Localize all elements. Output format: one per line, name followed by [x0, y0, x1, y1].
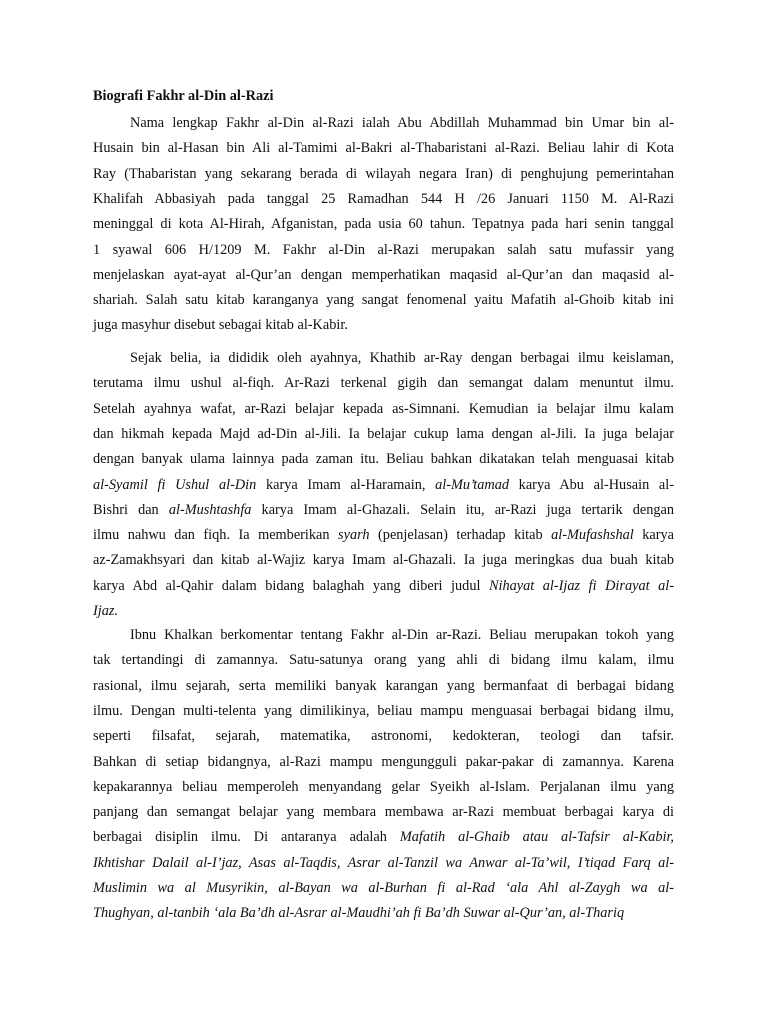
- text-line: [93, 525, 674, 545]
- italic-text: Muslimin wa al Musyrikin, al-Bayan wa al-Burhan fi al-Rad ‘ala Ahl al-Zaygh wa al-: [93, 880, 674, 896]
- text-line: [93, 701, 674, 721]
- text-line: [93, 802, 674, 822]
- text-run: tak tertandingi di zamannya. Satu-satunya orang yang ahli di bidang ilmu kalam, ilmu: [93, 652, 674, 669]
- text-run: Ray (Thabaristan yang sekarang berada di wilayah negara Iran) di penghujung pemerintahan: [93, 165, 674, 182]
- text-line: [93, 676, 674, 696]
- italic-text: Thughyan, al-tanbih ‘ala Ba’dh al-Asrar al-Maudhi’ah fi Ba’dh Suwar al-Qur’an, al-Thariq: [93, 905, 625, 922]
- text-run: 1 syawal 606 H/1209 M. Fakhr al-Din al-Razi merupakan salah satu mufassir yang: [93, 241, 674, 258]
- text-run: dengan banyak ulama lainnya pada zaman itu. Beliau bahkan dikatakan telah menguasai kitab: [93, 451, 674, 468]
- text-line: [130, 625, 674, 645]
- text-run: menjelaskan ayat-ayat al-Qur’an dengan memperhatikan maqasid al-Qur’an dan maqasid al-: [93, 266, 674, 283]
- text-run: kepakarannya beliau memperoleh menyandang gelar Syeikh al-Islam. Perjalanan ilmu yang: [93, 778, 674, 795]
- text-run: berbagai disiplin ilmu. Di antaranya adalah: [93, 829, 400, 846]
- text-line: [93, 500, 674, 520]
- text-run: karya Imam al-Haramain,: [256, 476, 436, 493]
- italic-text: Ikhtishar Dalail al-I’jaz, Asas al-Taqdis, Asrar al-Tanzil wa Anwar al-Ta’wil, I’tiqad Farq al-: [93, 854, 674, 871]
- text-run: ilmu. Dengan multi-telenta yang dimilikinya, beliau mampu menguasai berbagai bidang ilmu,: [93, 702, 674, 719]
- text-run: (penjelasan) terhadap kitab: [369, 527, 552, 544]
- text-run: meninggal di kota Al-Hirah, Afganistan, pada usia 60 tahun. Tepatnya pada hari senin tanggal: [93, 216, 674, 233]
- text-run: juga masyhur disebut sebagai kitab al-Kabir.: [93, 317, 348, 334]
- text-run: Nama lengkap Fakhr al-Din al-Razi ialah Abu Abdillah Muhammad bin Umar bin al-: [130, 115, 674, 131]
- text-line: [93, 373, 674, 393]
- text-run: rasional, ilmu sejarah, serta memiliki banyak karangan yang bermanfaat di berbagai bidang: [93, 677, 674, 694]
- text-line: [93, 449, 674, 469]
- text-line: [93, 726, 674, 746]
- text-line: [93, 475, 674, 495]
- text-run: karya Abu al-Husain al-: [509, 476, 674, 493]
- text-line: [130, 113, 674, 133]
- text-line: [93, 777, 674, 797]
- text-line: [130, 348, 674, 368]
- italic-text: Ijaz.: [93, 603, 119, 619]
- text-line: [93, 399, 674, 419]
- text-run: Sejak belia, ia dididik oleh ayahnya, Khathib ar-Ray dengan berbagai ilmu keislaman,: [130, 350, 674, 366]
- text-line: [93, 138, 674, 158]
- italic-text: syarh: [338, 527, 370, 544]
- text-run: karya Imam al-Ghazali. Selain itu, ar-Razi juga tertarik dengan: [251, 501, 675, 518]
- italic-text: al-Mu’tamad: [435, 476, 509, 493]
- text-run: Khalifah Abbasiyah pada tanggal 25 Ramadhan 544 H /26 Januari 1150 M. Al-Razi: [93, 190, 674, 207]
- text-line: [93, 315, 674, 335]
- text-line: [93, 752, 674, 772]
- text-run: karya: [633, 527, 674, 544]
- text-line: [93, 827, 674, 847]
- italic-text: al-Syamil fi Ushul al-Din: [93, 476, 257, 493]
- italic-text: Mafatih al-Ghaib atau al-Tafsir al-Kabir,: [399, 829, 675, 846]
- italic-text: Nihayat al-Ijaz fi Dirayat al-: [488, 577, 674, 594]
- document-title: Biografi Fakhr al-Din al-Razi: [93, 88, 274, 104]
- text-line: [93, 601, 674, 621]
- text-line: [93, 878, 674, 898]
- text-run: ilmu nahwu dan fiqh. Ia memberikan: [93, 527, 339, 544]
- text-run: seperti filsafat, sejarah, matematika, astronomi, kedokteran, teologi dan tafsir.: [93, 728, 674, 745]
- text-run: Bishri dan: [93, 501, 169, 518]
- text-run: panjang dan semangat belajar yang membara membawa ar-Razi membuat berbagai karya di: [93, 804, 674, 821]
- text-run: Setelah ayahnya wafat, ar-Razi belajar kepada as-Simnani. Kemudian ia belajar ilmu kalam: [93, 400, 674, 417]
- text-line: [93, 265, 674, 285]
- text-run: shariah. Salah satu kitab karanganya yang sangat fenomenal yaitu Mafatih al-Ghoib kitab ini: [93, 292, 674, 309]
- italic-text: al-Mufashshal: [551, 527, 634, 544]
- text-run: Bahkan di setiap bidangnya, al-Razi mampu mengungguli pakar-pakar di zamannya. Karena: [93, 753, 674, 770]
- text-run: Husain bin al-Hasan bin Ali al-Tamimi al-Bakri al-Thabaristani al-Razi. Beliau lahir di Kota: [93, 140, 674, 157]
- text-run: az-Zamakhsyari dan kitab al-Wajiz karya Imam al-Ghazali. Ia juga meringkas dua buah kitab: [93, 552, 674, 569]
- text-line: [93, 424, 674, 444]
- text-line: [93, 903, 674, 923]
- text-run: terutama ilmu ushul al-fiqh. Ar-Razi terkenal gigih dan semangat dalam menuntut ilmu.: [93, 375, 674, 392]
- text-line: [93, 853, 674, 873]
- text-line: [93, 576, 674, 596]
- text-line: [93, 650, 674, 670]
- text-run: karya Abd al-Qahir dalam bidang balaghah yang diberi judul: [93, 577, 489, 594]
- text-line: [93, 164, 674, 184]
- text-line: [93, 214, 674, 234]
- text-line: [93, 550, 674, 570]
- text-line: [93, 240, 674, 260]
- text-line: [93, 290, 674, 310]
- text-line: [93, 189, 674, 209]
- text-run: Ibnu Khalkan berkomentar tentang Fakhr al-Din ar-Razi. Beliau merupakan tokoh yang: [130, 627, 674, 643]
- italic-text: al-Mushtashfa: [168, 501, 252, 518]
- text-run: dan hikmah kepada Majd ad-Din al-Jili. Ia belajar cukup lama dengan al-Jili. Ia juga belajar: [93, 425, 674, 442]
